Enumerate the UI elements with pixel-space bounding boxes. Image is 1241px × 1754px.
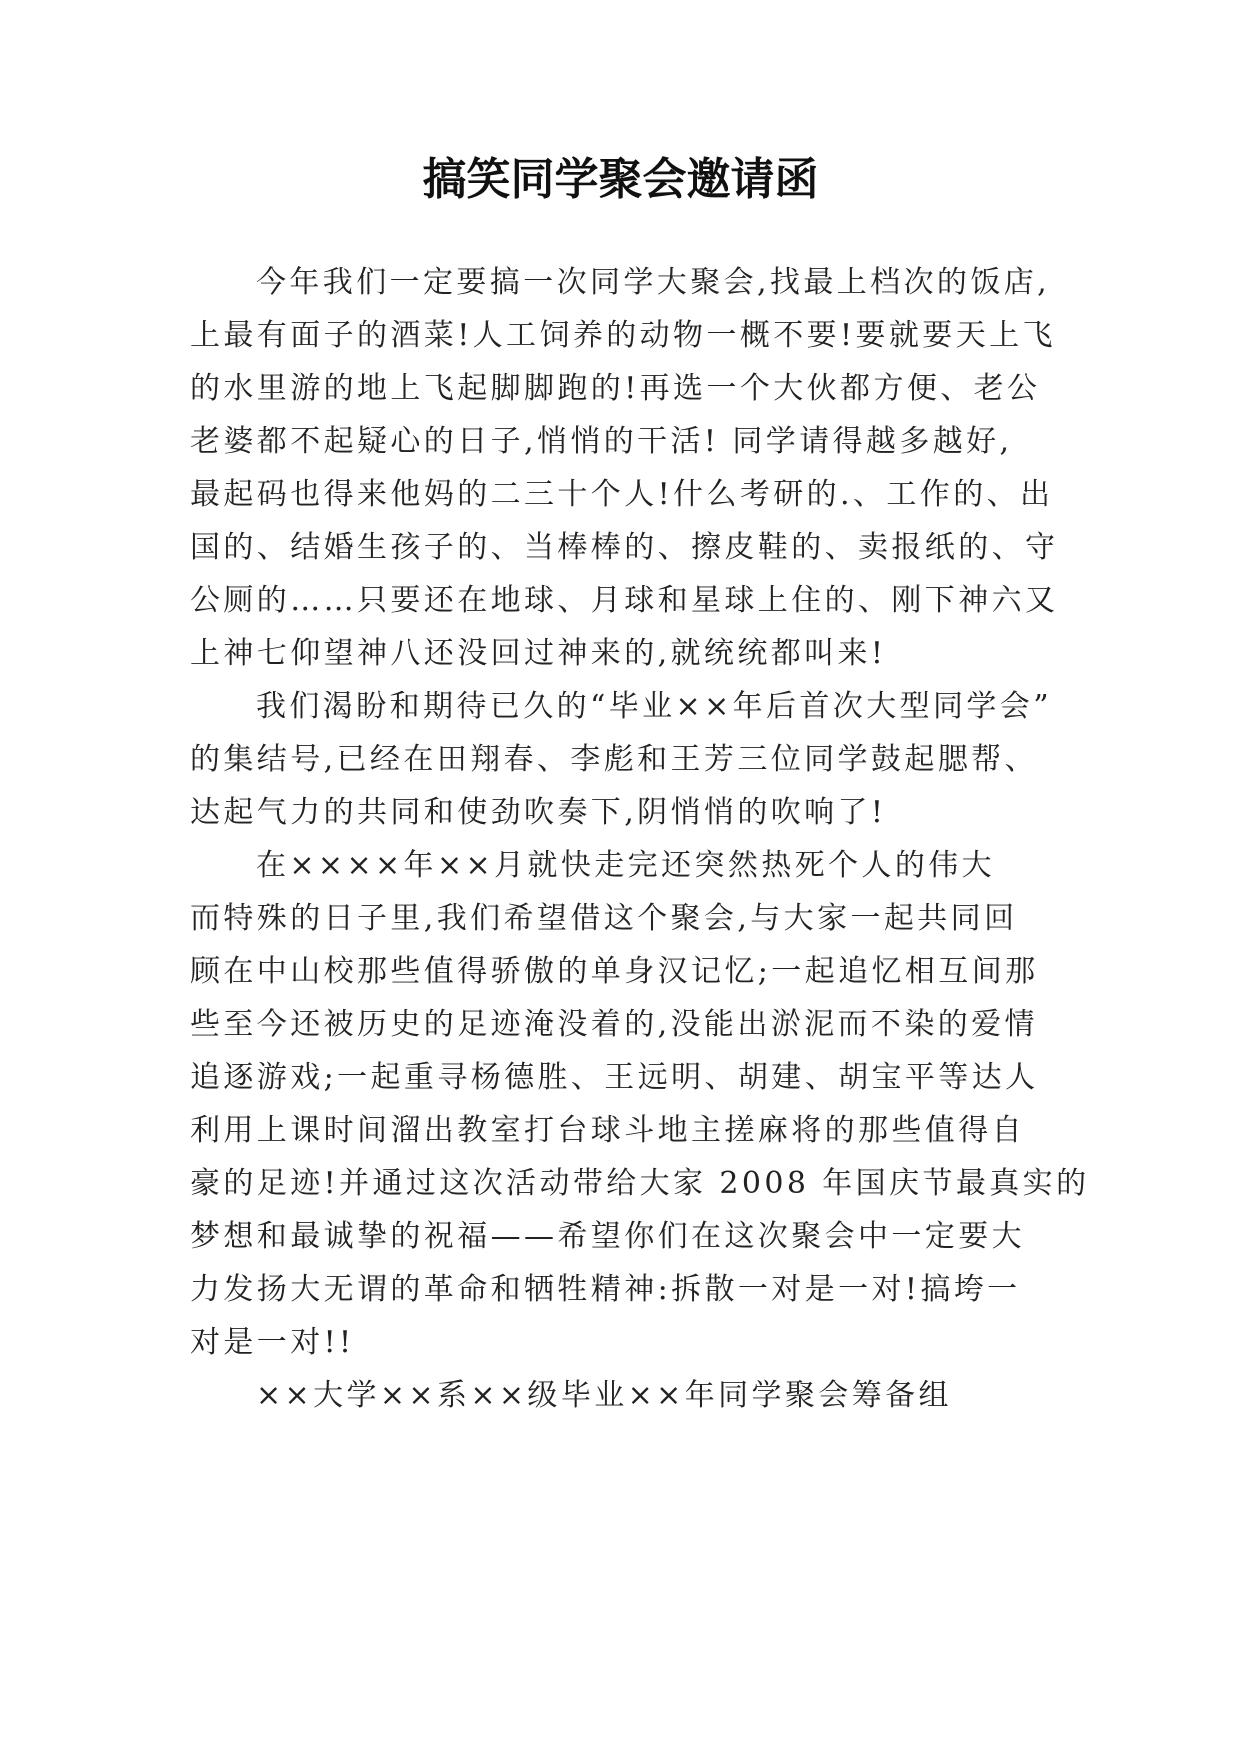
- paragraph-3-line-7: 豪的足迹!并通过这次活动带给大家 2008 年国庆节最真实的: [190, 1166, 1090, 1201]
- paragraph-3-line-9: 力发扬大无谓的革命和牺牲精神:拆散一对是一对!搞垮一: [190, 1272, 1021, 1307]
- paragraph-1-line-3: 的水里游的地上飞起脚脚跑的!再选一个大伙都方便、老公: [190, 371, 1041, 406]
- paragraph-3-line-8: 梦想和最诚挚的祝福——希望你们在这次聚会中一定要大: [190, 1219, 1025, 1254]
- paragraph-2-line-2: 的集结号,已经在田翔春、李彪和王芳三位同学鼓起腮帮、: [190, 742, 1038, 777]
- paragraph-3-line-6: 利用上课时间溜出教室打台球斗地主搓麻将的那些值得自: [190, 1113, 1025, 1148]
- paragraph-1-line-6: 国的、结婚生孩子的、当棒棒的、擦皮鞋的、卖报纸的、守: [190, 530, 1059, 565]
- document-title: 搞笑同学聚会邀请函: [422, 154, 819, 205]
- paragraph-1-line-2: 上最有面子的酒菜!人工饲养的动物一概不要!要就要天上飞: [190, 318, 1056, 353]
- paragraph-3-line-1: 在××××年××月就快走完还突然热死个人的伟大: [256, 848, 996, 883]
- paragraph-1-line-1: 今年我们一定要搞一次同学大聚会,找最上档次的饭店,: [256, 265, 1051, 300]
- paragraph-1-line-4: 老婆都不起疑心的日子,悄悄的干活! 同学请得越多越好,: [190, 424, 1013, 459]
- paragraph-3-line-2: 而特殊的日子里,我们希望借这个聚会,与大家一起共同回: [190, 901, 1018, 936]
- paragraph-3-line-10: 对是一对!!: [190, 1325, 355, 1360]
- signature-line: ××大学××系××级毕业××年同学聚会筹备组: [256, 1378, 952, 1413]
- paragraph-1-line-7: 公厕的……只要还在地球、月球和星球上住的、刚下神六又: [190, 583, 1059, 618]
- paragraph-3-line-5: 追逐游戏;一起重寻杨德胜、王远明、胡建、胡宝平等达人: [190, 1060, 1039, 1095]
- paragraph-3-line-3: 顾在中山校那些值得骄傲的单身汉记忆;一起追忆相互间那: [190, 954, 1039, 989]
- paragraph-1-line-8: 上神七仰望神八还没回过神来的,就统统都叫来!: [190, 636, 887, 671]
- paragraph-1-line-5: 最起码也得来他妈的二三十个人!什么考研的.、工作的、出: [190, 477, 1054, 512]
- paragraph-2-line-1: 我们渴盼和期待已久的“毕业××年后首次大型同学会”: [256, 689, 1052, 724]
- paragraph-3-line-4: 些至今还被历史的足迹淹没着的,没能出淤泥而不染的爱情: [190, 1007, 1038, 1042]
- paragraph-2-line-3: 达起气力的共同和使劲吹奏下,阴悄悄的吹响了!: [190, 795, 887, 830]
